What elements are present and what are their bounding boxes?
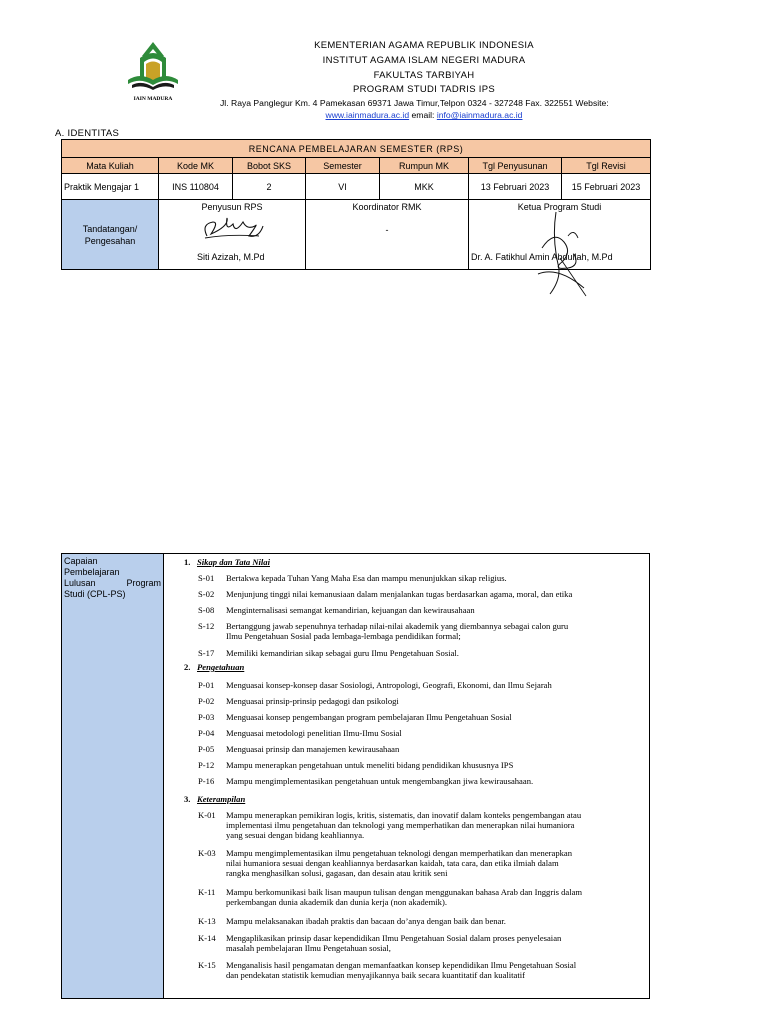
cpl-group-title: Sikap dan Tata Nilai [197, 557, 270, 567]
cpl-item-text-line: implementasi ilmu pengetahuan dan teknologi yang memperhatikan dan menerapkan nilai humaniora [226, 820, 575, 830]
cpl-item-text-line: Memiliki kemandirian sikap sebagai guru Ilmu Pengetahuan Sosial. [226, 648, 459, 658]
cpl-item-text [226, 776, 686, 786]
cpl-group-title: Pengetahuan [197, 662, 245, 672]
cpl-item-text-line: Mampu berkomunikasi baik lisan maupun tulisan dengan menggunakan bahasa Arab dan Inggris dalam [226, 887, 583, 897]
value-kode-mk: INS 110804 [159, 174, 233, 200]
cpl-item-text [226, 960, 686, 980]
cpl-item-text [226, 760, 686, 770]
cpl-item-text [226, 712, 686, 722]
cpl-label-line [64, 578, 161, 589]
cpl-label-word: Program [126, 578, 161, 588]
signature-label: Tandatangan/ Pengesahan [62, 200, 159, 270]
faculty-line: FAKULTAS TARBIYAH [373, 70, 475, 81]
penyusun-name: Siti Azizah, M.Pd [197, 252, 265, 262]
cpl-item-text-line: nilai humaniora sesuai dengan keahliannya berdasarkan kaidah, tata cara, dan etika ilmiah dalam [226, 858, 559, 868]
value-tgl-revisi: 15 Februari 2023 [562, 174, 651, 200]
cpl-item-text-line: Menguasai konsep pengembangan program pembelajaran Ilmu Pengetahuan Sosial [226, 712, 512, 722]
cpl-item-text-line: Menginternalisasi semangat kemandirian, kejuangan dan kewirausahaan [226, 605, 475, 615]
cpl-group-number: 2. [184, 662, 191, 672]
institute-line: INSTITUT AGAMA ISLAM NEGERI MADURA [322, 55, 526, 66]
cpl-item-code: S-08 [198, 605, 215, 615]
cpl-label-line: Pembelajaran [64, 567, 120, 577]
cpl-item-code: K-15 [198, 960, 216, 970]
cpl-item-text-line: Mampu mengimplementasikan pengetahuan untuk mengembangkan jiwa kewirausahaan. [226, 776, 534, 786]
header-kode-mk: Kode MK [159, 158, 233, 174]
cpl-item-text-line: yang sesuai dengan bidang keahliannya. [226, 830, 365, 840]
ketua-signature [528, 208, 590, 300]
cpl-item-text [226, 648, 686, 658]
address-line: Jl. Raya Panglegur Km. 4 Pamekasan 69371 Jawa Timur,Telpon 0324 - 327248 Fax. 322551 Website: [220, 98, 609, 108]
cpl-item-code: K-03 [198, 848, 216, 858]
cpl-item-text-line: Mampu menerapkan pengetahuan untuk meneliti bidang pendidikan khususnya IPS [226, 760, 514, 770]
ministry-line: KEMENTERIAN AGAMA REPUBLIK INDONESIA [314, 40, 534, 51]
cpl-item-text [226, 589, 686, 599]
ketua-name: Dr. A. Fatikhul Amin Abdullah, M.Pd [471, 252, 613, 262]
cpl-item-text [226, 696, 686, 706]
website-link[interactable]: www.iainmadura.ac.id [325, 110, 410, 120]
cpl-item-code: K-13 [198, 916, 216, 926]
cpl-item-text [226, 933, 686, 953]
value-tgl-penyusunan: 13 Februari 2023 [469, 174, 562, 200]
cpl-group-heading [184, 662, 244, 672]
cpl-item-text-line: rangka menghasilkan solusi, gagasan, dan desain atau kritik seni [226, 868, 448, 878]
cpl-group-number: 3. [184, 794, 191, 804]
koordinator-value: - [385, 225, 389, 235]
cpl-item-text-line: Mampu menerapkan pemikiran logis, kritis, sistematis, dan inovatif dalam konteks pengembangan atau [226, 810, 582, 820]
cpl-item-text-line: Mampu melaksanakan ibadah praktis dan bacaan do’anya dengan baik dan benar. [226, 916, 506, 926]
header-tgl-revisi: Tgl Revisi [562, 158, 651, 174]
cpl-label-line: Studi (CPL-PS) [64, 589, 126, 599]
koordinator-cell [306, 200, 469, 270]
cpl-table [61, 553, 650, 999]
section-identitas-heading: A. IDENTITAS [55, 128, 120, 139]
value-rumpun-mk: MKK [380, 174, 469, 200]
cpl-item-text-line: Menganalisis hasil pengamatan dengan memanfaatkan konsep kependidikan Ilmu Pengetahuan Sosial [226, 960, 577, 970]
cpl-item-text-line: Menjunjung tinggi nilai kemanusiaan dalam menjalankan tugas berdasarkan agama, moral, dan etika [226, 589, 573, 599]
rps-title: RENCANA PEMBELAJARAN SEMESTER (RPS) [62, 140, 651, 158]
cpl-item-code: S-01 [198, 573, 215, 583]
cpl-item-text-line: Menguasai prinsip dan manajemen kewirausahaan [226, 744, 400, 754]
cpl-item-code: S-12 [198, 621, 215, 631]
cpl-item-code: P-05 [198, 744, 215, 754]
cpl-content [164, 554, 649, 998]
cpl-item-text [226, 848, 686, 878]
cpl-item-text [226, 744, 686, 754]
cpl-item-text [226, 728, 686, 738]
logo-caption: IAIN MADURA [133, 96, 173, 102]
contact-line [160, 110, 688, 120]
cpl-item-text [226, 810, 686, 840]
cpl-item-text-line: Menguasai metodologi penelitian Ilmu-Ilmu Sosial [226, 728, 402, 738]
cpl-item-code: P-04 [198, 728, 215, 738]
cpl-item-text-line: Menguasai prinsip-prinsip pedagogi dan psikologi [226, 696, 399, 706]
cpl-item-code: S-17 [198, 648, 215, 658]
cpl-item-text-line: perkembangan dunia akademik dan dunia kerja (non akademik). [226, 897, 447, 907]
value-semester: VI [306, 174, 380, 200]
cpl-item-code: P-03 [198, 712, 215, 722]
cpl-item-code: K-01 [198, 810, 216, 820]
koordinator-label: Koordinator RMK [352, 202, 422, 212]
cpl-item-text-line: Bertakwa kepada Tuhan Yang Maha Esa dan mampu menunjukkan sikap religius. [226, 573, 507, 583]
cpl-group-heading [184, 794, 245, 804]
penyusun-signature [199, 214, 269, 242]
cpl-item-code: P-16 [198, 776, 215, 786]
cpl-item-text-line: Bertanggung jawab sepenuhnya terhadap nilai-nilai akademik yang diembannya sebagai calon guru [226, 621, 569, 631]
cpl-item-text-line: Mengaplikasikan prinsip dasar kependidikan Ilmu Pengetahuan Sosial dalam proses penyelesaian [226, 933, 562, 943]
cpl-item-text [226, 680, 686, 690]
cpl-label [62, 554, 164, 998]
penyusun-cell [159, 200, 306, 270]
cpl-item-text [226, 573, 686, 583]
header-tgl-penyusunan: Tgl Penyusunan [469, 158, 562, 174]
cpl-item-text-line: dan pendekatan statistik kemudian menyajikannya baik secara kuantitatif dan kualitatif [226, 970, 526, 980]
header-bobot-sks: Bobot SKS [233, 158, 306, 174]
value-bobot-sks: 2 [233, 174, 306, 200]
cpl-item-code: K-14 [198, 933, 216, 943]
email-link[interactable]: info@iainmadura.ac.id [436, 110, 523, 120]
cpl-group-heading [184, 557, 270, 567]
cpl-item-code: P-02 [198, 696, 215, 706]
program-line: PROGRAM STUDI TADRIS IPS [353, 84, 495, 95]
cpl-item-text [226, 621, 686, 641]
cpl-item-text [226, 605, 686, 615]
cpl-item-code: P-12 [198, 760, 215, 770]
ketua-label: Ketua Program Studi [517, 202, 602, 212]
cpl-item-text-line: Ilmu Pengetahuan Sosial pada lembaga-lembaga pendidikan formal; [226, 631, 461, 641]
cpl-item-code: K-11 [198, 887, 216, 897]
cpl-item-text-line: Mampu mengimplementasikan ilmu pengetahuan teknologi dengan memperhatikan dan menerapkan [226, 848, 573, 858]
value-mata-kuliah: Praktik Mengajar 1 [62, 174, 159, 200]
penyusun-label: Penyusun RPS [201, 202, 263, 212]
cpl-group-number: 1. [184, 557, 191, 567]
cpl-item-text-line: masalah pembelajaran Ilmu Pengetahuan sosial, [226, 943, 391, 953]
cpl-item-code: P-01 [198, 680, 215, 690]
cpl-item-code: S-02 [198, 589, 215, 599]
cpl-label-line: Capaian [64, 556, 98, 566]
cpl-item-text-line: Menguasai konsep-konsep dasar Sosiologi, Antropologi, Geografi, Ekonomi, dan Ilmu Sejarah [226, 680, 552, 690]
header-mata-kuliah: Mata Kuliah [62, 158, 159, 174]
cpl-item-text [226, 887, 686, 907]
cpl-label-word: Lulusan [64, 578, 96, 588]
cpl-item-text [226, 916, 686, 926]
header-rumpun-mk: Rumpun MK [380, 158, 469, 174]
cpl-group-title: Keterampilan [197, 794, 246, 804]
email-label: email: [411, 110, 435, 120]
header-semester: Semester [306, 158, 380, 174]
